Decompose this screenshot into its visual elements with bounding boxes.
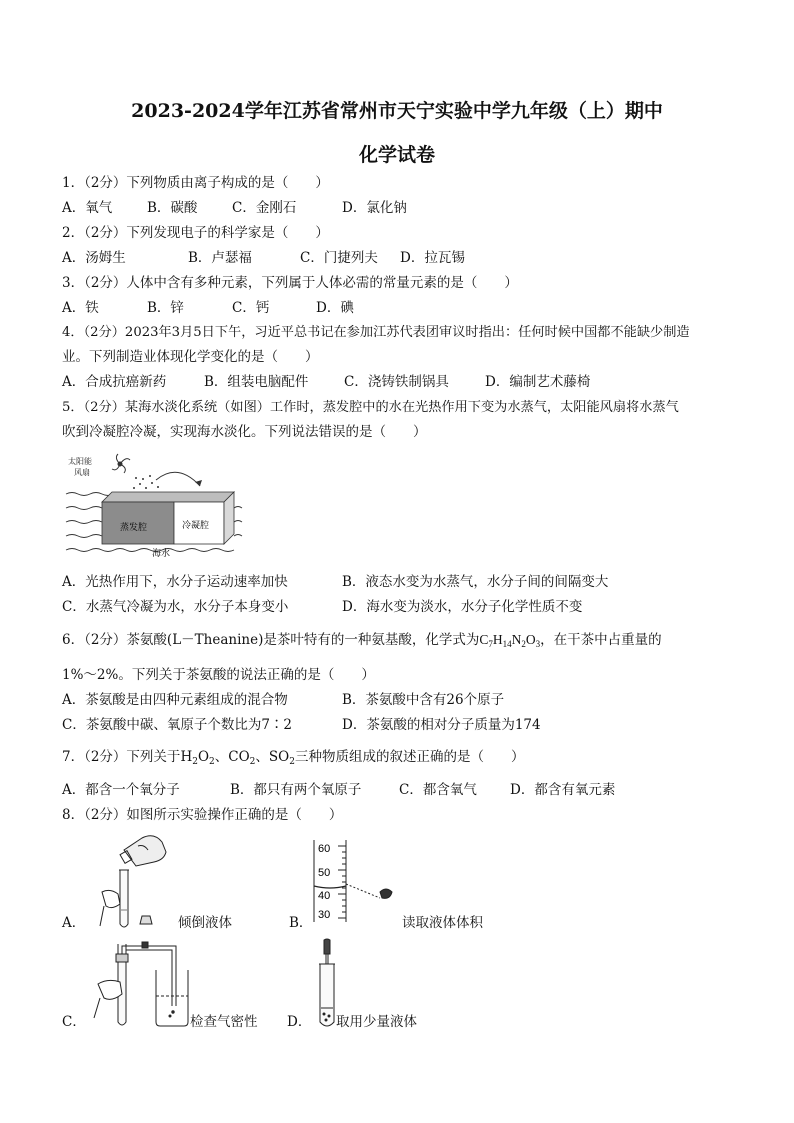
q6-stem-pre: 6．（2分）茶氨酸(L－Theanine)是茶叶特有的一种氨基酸，化学式为 — [62, 632, 480, 648]
fan-label-line2: 风扇 — [74, 468, 90, 477]
solar-fan-icon — [112, 454, 130, 473]
q2-option-b: B．卢瑟福 — [188, 250, 252, 266]
q6-option-d: D．茶氨酸的相对分子质量为174 — [342, 717, 541, 733]
q8-option-b-letter: B． — [289, 915, 313, 931]
q6-option-a: A．茶氨酸是由四种元素组成的混合物 — [62, 692, 288, 708]
h2o2-formula: $H_2O_2$ — [180, 749, 215, 767]
q4-option-d: D．编制艺术藤椅 — [485, 374, 591, 390]
q5-option-c: C．水蒸气冷凝为水，水分子本身变小 — [62, 599, 289, 615]
q8-stem: 8．（2分）如图所示实验操作正确的是（ ） — [62, 807, 343, 823]
q4-stem-line2: 业。下列制造业体现化学变化的是（ ） — [62, 349, 319, 365]
q1-option-a: A．氧气 — [62, 200, 113, 216]
vapor-dots — [133, 475, 159, 489]
q8-option-c-text: 检查气密性 — [190, 1014, 258, 1030]
q7-stem: 7．（2分）下列关于$H_2O_2$、$CO_2$、$SO_2$三种物质组成的叙述正确的是（ ） — [62, 749, 525, 767]
condensation-label: 冷凝腔 — [182, 520, 210, 530]
q8-option-d-text: 取用少量液体 — [336, 1014, 417, 1030]
q3-option-b: B．锌 — [147, 300, 184, 316]
tick-40: 40 — [318, 890, 331, 902]
q3-option-c: C．钙 — [232, 300, 270, 316]
tick-60: 60 — [318, 843, 331, 855]
q1-option-b: B．碳酸 — [147, 200, 198, 216]
tick-50: 50 — [318, 867, 331, 879]
q5-option-a: A．光热作用下，水分子运动速率加快 — [62, 574, 288, 590]
so2-formula: $SO_2$ — [268, 749, 295, 767]
q4-option-b: B．组装电脑配件 — [204, 374, 309, 390]
q6-option-b: B．茶氨酸中含有26个原子 — [342, 692, 505, 708]
q4-option-c: C．浇铸铁制锅具 — [344, 374, 449, 390]
graduated-cylinder-figure — [308, 838, 402, 924]
q6-stem-line1 — [62, 631, 662, 653]
q7-option-c: C．都含氧气 — [399, 782, 477, 798]
exam-title-line1: 2023-2024学年江苏省常州市天宁实验中学九年级（上）期中 — [131, 100, 663, 122]
airtightness-check-figure — [92, 940, 192, 1030]
q1-option-d: D．氯化钠 — [342, 200, 407, 216]
q5-stem-line1: 5．（2分）某海水淡化系统（如图）工作时，蒸发腔中的水在光热作用下变为水蒸气，太阳能风扇将水蒸气 — [62, 400, 679, 415]
q5-stem-line2: 吹到冷凝腔冷凝，实现海水淡化。下列说法错误的是（ ） — [62, 424, 427, 440]
q8-option-d-letter: D． — [287, 1014, 312, 1030]
q8-option-b-text: 读取液体体积 — [402, 915, 483, 931]
seawater-desalination-figure — [64, 452, 244, 562]
q2-option-a: A．汤姆生 — [62, 250, 126, 266]
q7-option-a: A．都含一个氧分子 — [62, 782, 180, 798]
q5-option-d: D．海水变为淡水，水分子化学性质不变 — [342, 599, 583, 615]
q6-option-c: C．茶氨酸中碳、氧原子个数比为7∶2 — [62, 717, 293, 733]
vapor-arrow — [156, 472, 200, 486]
exam-title-line2: 化学试卷 — [358, 144, 435, 166]
q4-stem-line1: 4．（2分）2023年3月5日下午，习近平总书记在参加江苏代表团审议时指出：任何时候中国都不能缺少制造 — [62, 325, 690, 340]
q2-stem: 2．（2分）下列发现电子的科学家是（ ） — [62, 225, 329, 241]
q3-stem: 3．（2分）人体中含有多种元素，下列属于人体必需的常量元素的是（ ） — [62, 275, 518, 291]
q1-stem: 1．（2分）下列物质由离子构成的是（ ） — [62, 175, 329, 191]
q8-option-a-text: 倾倒液体 — [178, 915, 232, 931]
q8-option-a-letter: A． — [62, 915, 86, 931]
co2-formula: $CO_2$ — [228, 749, 256, 767]
q7-option-b: B．都只有两个氧原子 — [230, 782, 362, 798]
q4-option-a: A．合成抗癌新药 — [62, 374, 167, 390]
q5-option-b: B．液态水变为水蒸气，水分子间的间隔变大 — [342, 574, 609, 590]
fan-label-line1: 太阳能 — [68, 457, 92, 466]
q3-option-d: D．碘 — [316, 300, 354, 316]
q6-stem-post: ，在干茶中占重量的 — [540, 632, 662, 648]
pouring-liquid-figure — [94, 832, 170, 932]
theanine-formula: $C_7H_{14}N_2O_3$ — [479, 632, 541, 649]
seawater-label: 海水 — [152, 548, 171, 558]
q7-option-d: D．都含有氧元素 — [510, 782, 616, 798]
q6-stem-line2: 1%～2%。下列关于茶氨酸的说法正确的是（ ） — [62, 667, 375, 683]
q2-option-c: C．门捷列夫 — [300, 250, 378, 266]
q8-option-c-letter: C． — [62, 1014, 86, 1030]
q1-option-c: C．金刚石 — [232, 200, 297, 216]
q3-option-a: A．铁 — [62, 300, 99, 316]
tick-30: 30 — [318, 909, 331, 921]
evaporation-label: 蒸发腔 — [120, 522, 148, 532]
q2-option-d: D．拉瓦锡 — [400, 250, 465, 266]
